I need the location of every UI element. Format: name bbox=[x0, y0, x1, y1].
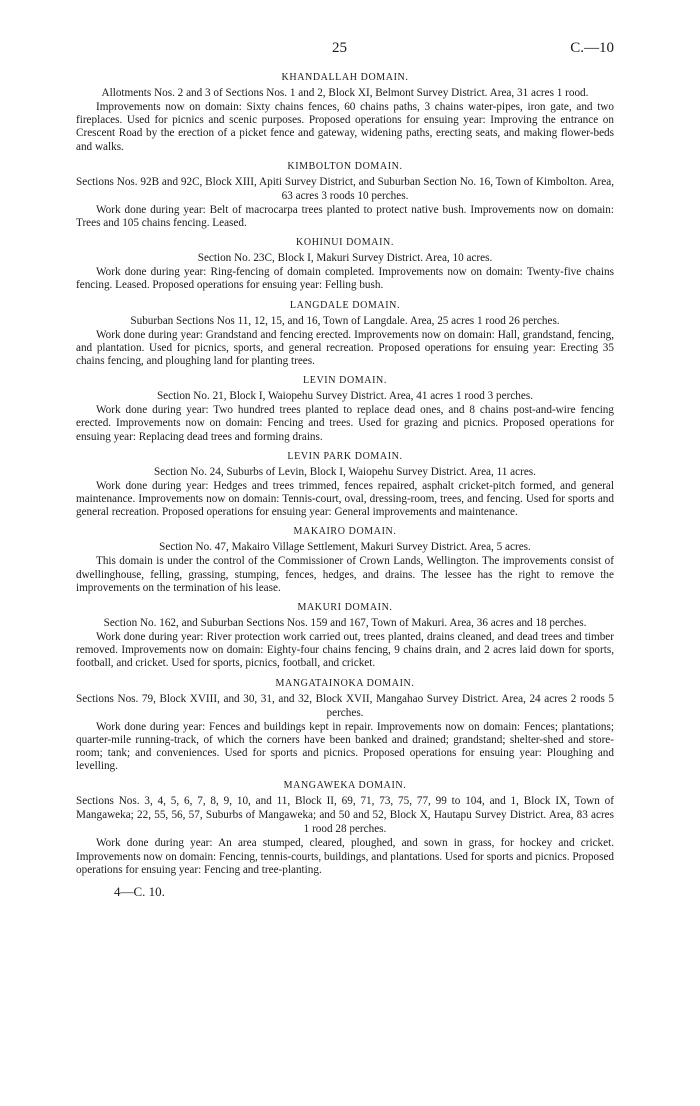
section-body: This domain is under the control of the Commissioner of Crown Lands, Wellington. The improvements consist of dwellinghouse, felling, grassing, stumping, fences, hedges, and drains. The lessee has the right to remove the improvements on the termination of his lease. bbox=[76, 555, 614, 594]
section-lead: Sections Nos. 3, 4, 5, 6, 7, 8, 9, 10, and 11, Block II, 69, 71, 73, 75, 77, 99 to 104, and 1, Block IX, Town of Mangaweka; 22, 55, 56, 57, Suburbs of Mangaweka; and 50 and 52, Block X, Hautapu Survey District. Area, 83 acres 1 rood 28 perches. bbox=[76, 795, 614, 836]
section-lead: Section No. 23C, Block I, Makuri Survey District. Area, 10 acres. bbox=[197, 252, 493, 265]
section-body: Work done during year: Belt of macrocarpa trees planted to protect native bush. Improvements now on domain: Trees and 105 chains fencing. Leased. bbox=[76, 203, 614, 230]
section-heading: LEVIN PARK DOMAIN. bbox=[287, 450, 403, 462]
section-lead: Section No. 24, Suburbs of Levin, Block I, Waiopehu Survey District. Area, 11 acres. bbox=[154, 465, 536, 478]
section-heading: MANGATAINOKA DOMAIN. bbox=[275, 677, 415, 689]
page-header bbox=[76, 40, 614, 66]
section-lead: Suburban Sections Nos 11, 12, 15, and 16, Town of Langdale. Area, 25 acres 1 rood 26 perches. bbox=[130, 314, 560, 327]
section-body: Work done during year: Ring-fencing of domain completed. Improvements now on domain: Twenty-five chains fencing. Leased. Proposed operations for ensuing year: Felling bush. bbox=[76, 266, 614, 292]
section-heading: LANGDALE DOMAIN. bbox=[289, 299, 401, 311]
domain-section-langdale bbox=[76, 300, 614, 369]
section-body: Work done during year: Fences and buildings kept in repair. Improvements now on domain: Fences; plantations; quarter-mile running-track, of which the corners have been banked and drained; grandstand; shelter-shed and store-room; tank; and conveniences. Used for sports and picnics. Proposed operations for ensuing year: Ploughing and levelling. bbox=[76, 720, 614, 773]
domain-section-levin bbox=[76, 375, 614, 444]
domain-section-makairo bbox=[76, 526, 614, 595]
section-heading: KHANDALLAH DOMAIN. bbox=[281, 72, 409, 83]
domain-section-khandallah bbox=[76, 72, 614, 154]
section-body: Work done during year: An area stumped, cleared, ploughed, and sown in grass, for hockey and cricket. Improvements now on domain: Fencing, tennis-courts, buildings, and plantations. Used for sports and picnics. Proposed operations for ensuing year: Fencing and tree-planting. bbox=[76, 837, 614, 876]
section-body: Work done during year: Hedges and trees trimmed, fences repaired, asphalt cricket-pitch formed, and general maintenance. Improvements now on domain: Tennis-court, oval, dressing-room, trees, and fencing. Used for sports and general recreation. Proposed operations for ensuing year: General improvements and maintenance. bbox=[76, 479, 614, 519]
section-heading: KIMBOLTON DOMAIN. bbox=[287, 160, 403, 172]
document-code: C.—10 bbox=[570, 40, 614, 56]
section-lead: Sections Nos. 79, Block XVIII, and 30, 31, and 32, Block XVII, Mangahao Survey District. Area, 24 acres 2 roods 5 perches. bbox=[76, 692, 614, 719]
section-body: Work done during year: River protection work carried out, trees planted, drains cleaned, and dead trees and timber removed. Improvements now on domain: Eighty-four chains fencing, 9 chains drain, and 2 acres laid down for sports, football, and cricket. Used for sports, picnics, football, and cricket. bbox=[76, 631, 614, 670]
section-lead: Allotments Nos. 2 and 3 of Sections Nos. 1 and 2, Block XI, Belmont Survey District. Area, 31 acres 1 rood. bbox=[101, 87, 589, 99]
domain-section-kohinui bbox=[76, 237, 614, 292]
section-heading: MAKAIRO DOMAIN. bbox=[293, 526, 397, 538]
section-heading: MAKURI DOMAIN. bbox=[297, 602, 393, 614]
section-heading: KOHINUI DOMAIN. bbox=[296, 237, 394, 249]
document-page bbox=[76, 40, 614, 900]
page-number: 25 bbox=[332, 40, 347, 56]
section-lead: Section No. 21, Block I, Waiopehu Survey District. Area, 41 acres 1 rood 3 perches. bbox=[156, 390, 534, 403]
section-lead: Section No. 162, and Suburban Sections Nos. 159 and 167, Town of Makuri. Area, 36 acres and 18 perches. bbox=[103, 617, 587, 630]
section-lead: Section No. 47, Makairo Village Settlement, Makuri Survey District. Area, 5 acres. bbox=[159, 541, 531, 554]
section-body: Work done during year: Grandstand and fencing erected. Improvements now on domain: Hall, grandstand, fencing, and plantation. Used for picnics, sports, and general recreation. Proposed operations for ensuing year: Erecting 35 chains fencing, and ploughing land for planting trees. bbox=[76, 328, 614, 368]
footer-signature: 4—C. 10. bbox=[114, 884, 165, 900]
section-body: Work done during year: Two hundred trees planted to replace dead ones, and 8 chains post-and-wire fencing erected. Improvements now on domain: Fencing and trees. Used for grazing and picnics. Proposed operations for ensuing year: Replacing dead trees and forming drains. bbox=[76, 404, 614, 443]
section-heading: MANGAWEKA DOMAIN. bbox=[283, 780, 407, 792]
domain-section-mangaweka bbox=[76, 780, 614, 877]
section-body: Improvements now on domain: Sixty chains fences, 60 chains paths, 3 chains water-pipes, iron gate, and two fireplaces. Used for picnics and scenic purposes. Proposed operations for ensuing year: Improving the entrance on Crescent Road by the erection of a picket fence and gateway, widening paths, erecting seats, and making flower-beds and walks. bbox=[76, 101, 614, 153]
domain-section-levin-park bbox=[76, 451, 614, 520]
domain-section-mangatainoka bbox=[76, 678, 614, 774]
domain-section-kimbolton bbox=[76, 161, 614, 230]
domain-section-makuri bbox=[76, 602, 614, 671]
section-heading: LEVIN DOMAIN. bbox=[303, 375, 387, 387]
section-lead: Sections Nos. 92B and 92C, Block XIII, Apiti Survey District, and Suburban Section No. 16, Town of Kimbolton. Area, 63 acres 3 roods 10 perches. bbox=[76, 175, 614, 202]
